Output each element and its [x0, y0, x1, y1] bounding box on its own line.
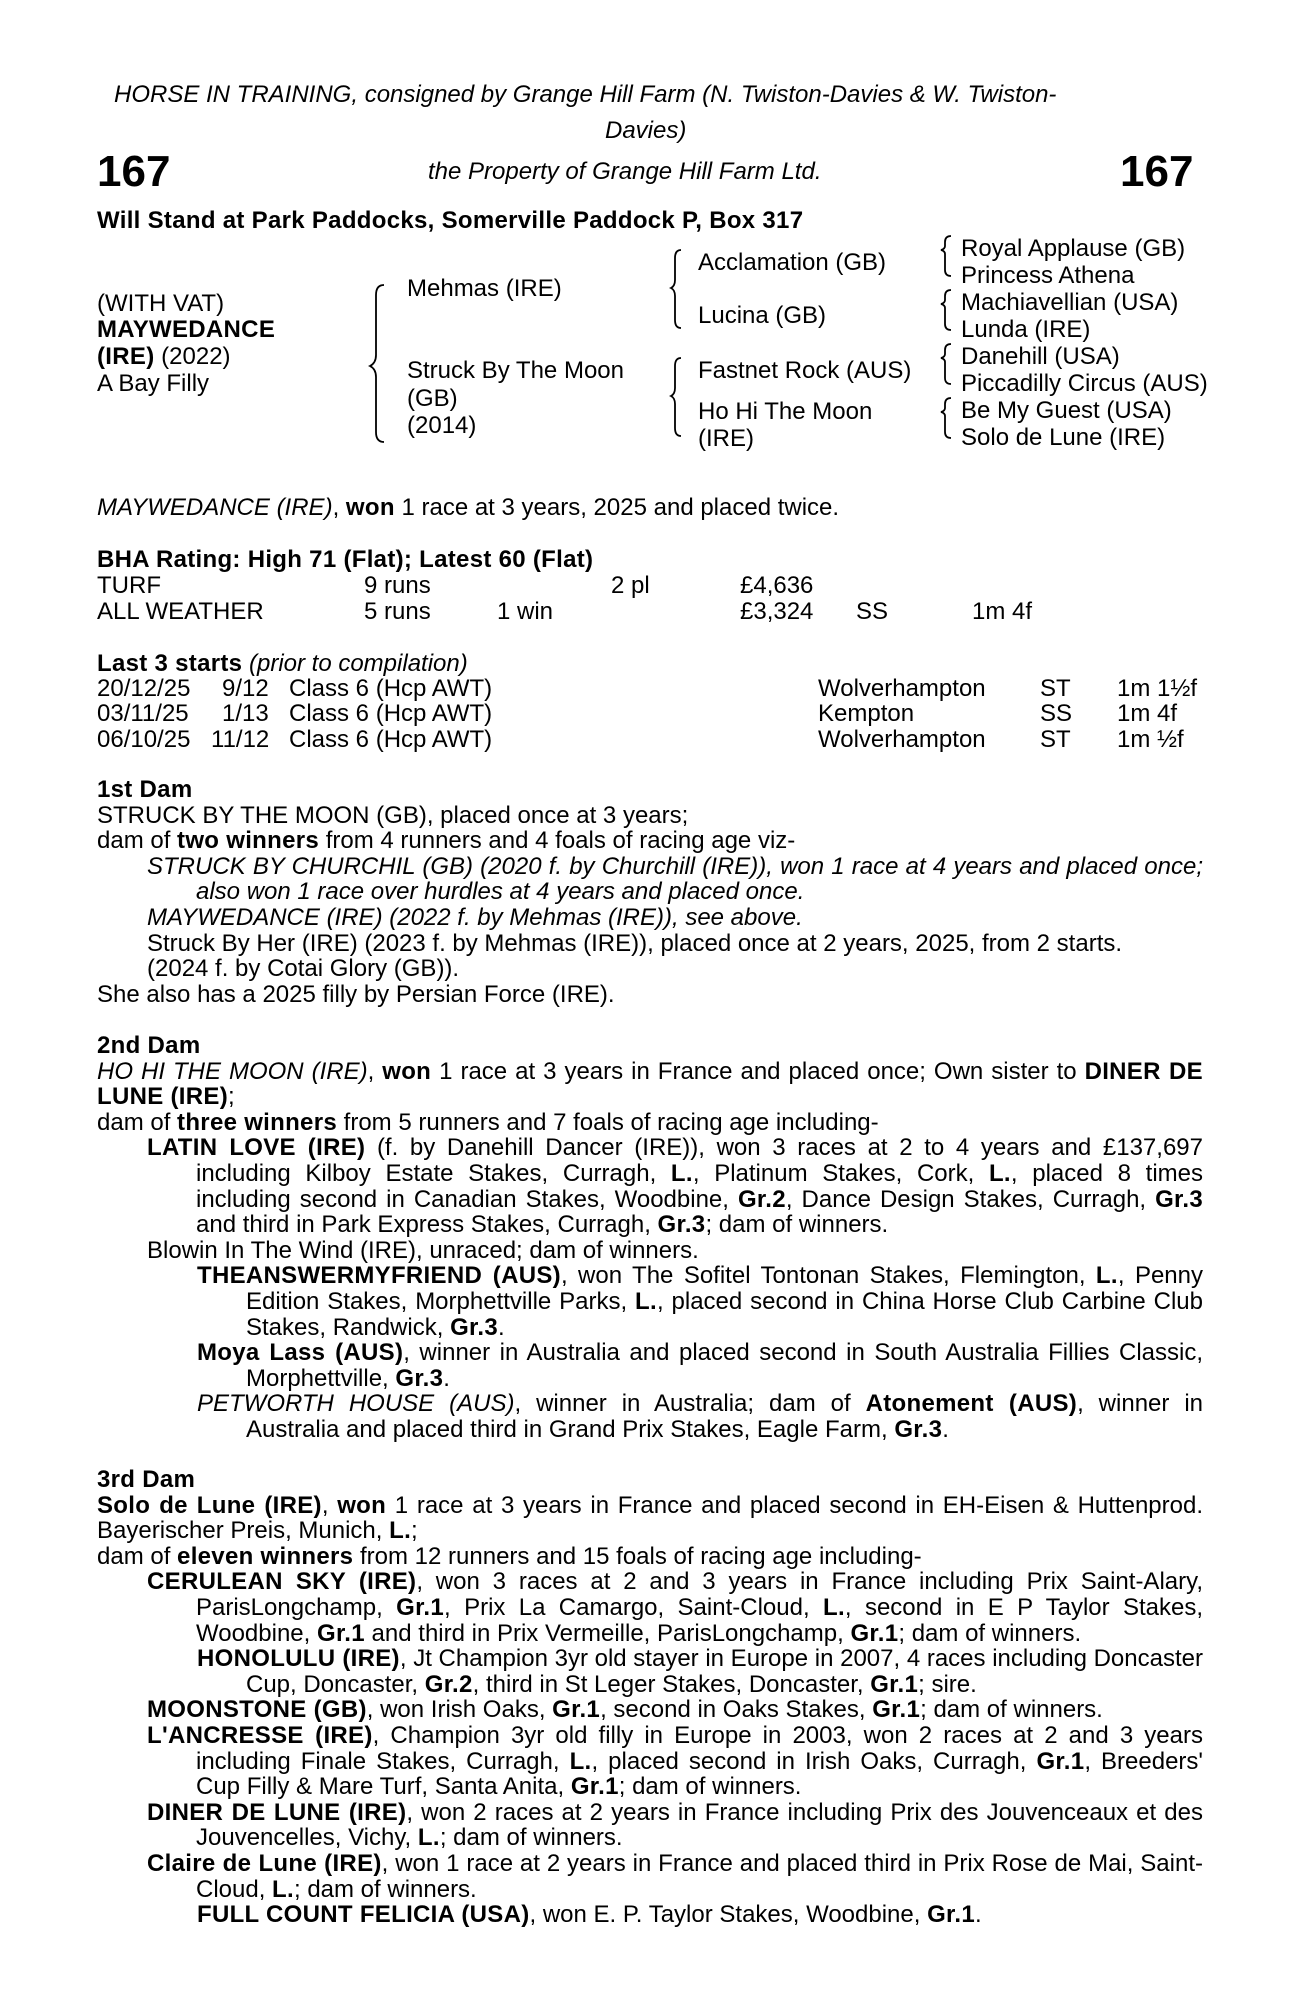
- dam-dam-line-1: Ho Hi The Moon: [698, 398, 873, 425]
- start-distance: 1m 1½f: [1117, 675, 1198, 702]
- produce-name: CERULEAN SKY (IRE): [147, 1568, 417, 1596]
- turf-places: 2 pl: [611, 572, 650, 599]
- produce-entry: [97, 1723, 1203, 1800]
- summary-comma: ,: [332, 494, 346, 521]
- produce-text: , Penny Edition Stakes, Morphettville Parks,: [246, 1262, 1203, 1315]
- produce-text: ; dam of winners.: [705, 1211, 889, 1239]
- aw-surface: ALL WEATHER: [97, 598, 264, 625]
- produce-text: ; dam of winners.: [618, 1773, 802, 1801]
- grade: Gr.1: [316, 1619, 365, 1647]
- produce-name: Atonement (AUS): [865, 1390, 1078, 1418]
- punct: ;: [411, 1517, 418, 1545]
- third-dam-dam-of: dam of: [97, 1542, 178, 1570]
- aw-wins: 1 win: [497, 598, 554, 625]
- grade: L.: [670, 1159, 693, 1187]
- consignor-line-2: Davies): [605, 117, 687, 144]
- produce-entry: [97, 1340, 1203, 1391]
- aw-distance: 1m 4f: [972, 598, 1033, 625]
- third-dam-runners: from 12 runners and 15 foals of racing age including-: [353, 1542, 922, 1570]
- turf-runs: 9 runs: [364, 572, 431, 599]
- start-class: Class 6 (Hcp AWT): [289, 700, 493, 727]
- produce-text: , won 3 races at 2 and 3 years in France including Prix Saint-Alary, ParisLongchamp,: [196, 1568, 1203, 1621]
- sire-sire: Acclamation (GB): [698, 249, 887, 276]
- gen3-dam-dam-sire: Be My Guest (USA): [961, 397, 1172, 424]
- third-dam-winners: eleven winners: [177, 1542, 354, 1570]
- gen3-brace-3: [941, 344, 951, 384]
- first-dam-heading: 1st Dam: [97, 776, 193, 803]
- third-dam-record-text: 1 race at 3 years in France and placed second in EH-Eisen & Huttenprod. Bayerischer Preis, Munich,: [97, 1491, 1203, 1545]
- produce-text: ; dam of winners.: [293, 1875, 477, 1903]
- gen1-brace: [370, 285, 384, 442]
- start-position: 1/13: [222, 700, 269, 727]
- gen3-brace-2: [941, 290, 951, 330]
- start-surface: ST: [1040, 675, 1071, 702]
- produce-entry: [97, 1135, 1203, 1237]
- grade: L.: [272, 1875, 294, 1903]
- start-position: 9/12: [222, 675, 269, 702]
- start-date: 03/11/25: [97, 700, 189, 727]
- start-surface: SS: [1040, 700, 1073, 727]
- produce-name: L'ANCRESSE (IRE): [147, 1721, 373, 1749]
- dam-name-line-2: (GB): [407, 385, 458, 412]
- consignor-line-1: HORSE IN TRAINING, consigned by Grange Hill Farm (N. Twiston-Davies & W. Twiston-: [114, 81, 1057, 108]
- grade: Gr.1: [872, 1696, 921, 1724]
- produce-name: Claire de Lune (IRE): [147, 1849, 382, 1877]
- second-dam-won: won: [382, 1057, 432, 1085]
- produce-text: ; dam of winners.: [920, 1696, 1103, 1724]
- first-dam-section: [97, 777, 1203, 1007]
- produce-text: .: [498, 1313, 505, 1341]
- bha-rating: BHA Rating: High 71 (Flat); Latest 60 (Flat): [97, 546, 594, 573]
- grade: L.: [988, 1159, 1011, 1187]
- grade: Gr.2: [737, 1185, 786, 1213]
- lot-number-left: 167: [97, 147, 171, 196]
- produce-text: ; dam of winners.: [898, 1619, 1082, 1647]
- sire-name: Mehmas (IRE): [407, 275, 562, 302]
- gen2-brace-sire: [671, 250, 681, 328]
- produce-name: HONOLULU (IRE): [197, 1645, 400, 1673]
- last-starts-heading: [97, 651, 468, 677]
- punct: ,: [321, 1491, 338, 1519]
- gen3-sire-dam-dam: Lunda (IRE): [961, 316, 1091, 343]
- grade: L.: [1095, 1262, 1118, 1290]
- horse-year: (2022): [154, 343, 231, 370]
- second-dam-section: [97, 1033, 1203, 1443]
- summary-horse-name: MAYWEDANCE (IRE): [97, 494, 333, 521]
- produce-text: , won The Sofitel Tontonan Stakes, Flemington,: [560, 1262, 1096, 1290]
- produce-entry: [97, 1646, 1203, 1697]
- third-dam-section: [97, 1467, 1203, 1928]
- produce-text: , Breeders' Cup Filly & Mare Turf, Santa Anita,: [196, 1747, 1203, 1801]
- start-date: 20/12/25: [97, 675, 191, 702]
- grade: Gr.1: [927, 1901, 975, 1929]
- gen3-dam-dam-dam: Solo de Lune (IRE): [961, 424, 1166, 451]
- produce-name: PETWORTH HOUSE (AUS): [197, 1390, 515, 1418]
- produce-text: , Prix La Camargo, Saint-Cloud,: [444, 1593, 823, 1621]
- dam-name-line-3: (2014): [407, 412, 477, 439]
- second-dam-name: HO HI THE MOON (IRE): [97, 1057, 368, 1085]
- second-dam-heading: 2nd Dam: [97, 1032, 201, 1059]
- property-line: the Property of Grange Hill Farm Ltd.: [428, 158, 822, 185]
- produce-name: MOONSTONE (GB): [147, 1696, 367, 1724]
- dam-name-line-1: Struck By The Moon: [407, 357, 624, 384]
- start-course: Kempton: [818, 700, 915, 727]
- produce-text: .: [974, 1901, 982, 1929]
- produce-name: Moya Lass (AUS): [197, 1339, 404, 1367]
- sire-dam: Lucina (GB): [698, 302, 827, 329]
- third-dam-won: won: [337, 1491, 387, 1519]
- produce-text: ; dam of winners.: [439, 1824, 623, 1852]
- produce-text: , won E. P. Taylor Stakes, Woodbine,: [529, 1901, 928, 1929]
- gen3-dam-sire-sire: Danehill (USA): [961, 343, 1120, 370]
- second-dam-record-text: 1 race at 3 years in France and placed once; Own sister to: [431, 1057, 1085, 1085]
- start-distance: 1m ½f: [1117, 726, 1184, 753]
- grade: Gr.1: [570, 1773, 619, 1801]
- dam-sire: Fastnet Rock (AUS): [698, 357, 912, 384]
- gen3-brace-1: [941, 236, 951, 276]
- gen3-sire-sire-dam: Princess Athena: [961, 262, 1135, 289]
- second-dam-winners: three winners: [177, 1108, 337, 1136]
- gen3-sire-dam-sire: Machiavellian (USA): [961, 289, 1179, 316]
- grade: Gr.1: [552, 1696, 601, 1724]
- produce-text: ; sire.: [918, 1670, 977, 1698]
- grade: L.: [822, 1593, 845, 1621]
- produce-text: , Platinum Stakes, Cork,: [692, 1159, 989, 1187]
- produce-entry: [97, 1902, 1203, 1928]
- produce-entry: [97, 1697, 1203, 1723]
- produce-text: .: [443, 1364, 450, 1392]
- second-dam-sister: DINER DE LUNE (IRE): [97, 1057, 1203, 1111]
- start-class: Class 6 (Hcp AWT): [289, 726, 493, 753]
- grade: Gr.3: [657, 1211, 706, 1239]
- first-dam-foal-note: She also has a 2025 filly by Persian Force (IRE).: [97, 980, 615, 1008]
- last-starts-title: Last 3 starts: [97, 650, 243, 677]
- produce-entry: MAYWEDANCE (IRE) (2022 f. by Mehmas (IRE)), see above.: [147, 903, 803, 931]
- produce-text: and third in Prix Vermeille, ParisLongchamp,: [364, 1619, 851, 1647]
- aw-runs: 5 runs: [364, 598, 431, 625]
- horse-name: MAYWEDANCE: [97, 316, 276, 343]
- produce-text: , Jt Champion 3yr old stayer in Europe in 2007, 4 races including Doncaster Cup, Doncaster,: [246, 1645, 1203, 1698]
- first-dam-record: STRUCK BY THE MOON (GB), placed once at 3 years;: [97, 801, 689, 829]
- last-starts-note: (prior to compilation): [242, 650, 468, 677]
- grade: Gr.3: [395, 1364, 444, 1392]
- grade: Gr.1: [870, 1670, 919, 1698]
- grade: L.: [389, 1517, 412, 1545]
- produce-text: , placed second in China Horse Club Carbine Club Stakes, Randwick,: [246, 1287, 1203, 1341]
- grade: Gr.2: [424, 1670, 473, 1698]
- lot-number-right: 167: [1120, 147, 1194, 196]
- race-summary: [97, 495, 839, 521]
- gen3-dam-sire-dam: Piccadilly Circus (AUS): [961, 370, 1208, 397]
- third-dam-heading: 3rd Dam: [97, 1466, 196, 1493]
- aw-earnings: £3,324: [740, 598, 814, 625]
- stand-location: Will Stand at Park Paddocks, Somerville Paddock P, Box 317: [97, 207, 804, 234]
- start-position: 11/12: [211, 726, 270, 753]
- grade: Gr.3: [1155, 1185, 1203, 1213]
- produce-text: and third in Park Express Stakes, Curragh,: [196, 1211, 658, 1239]
- produce-name: FULL COUNT FELICIA (USA): [197, 1901, 530, 1929]
- third-dam-record: [97, 1493, 1203, 1544]
- start-class: Class 6 (Hcp AWT): [289, 675, 493, 702]
- gen3-sire-sire-sire: Royal Applause (GB): [961, 235, 1186, 262]
- produce-text: , Champion 3yr old filly in Europe in 2003, won 2 races at 2 and 3 years including Finale Stakes, Curragh,: [196, 1721, 1203, 1775]
- start-date: 06/10/25: [97, 726, 191, 753]
- dam-dam-line-2: (IRE): [698, 425, 754, 452]
- aw-track: SS: [856, 598, 889, 625]
- gen2-brace-dam: [671, 358, 681, 436]
- produce-name: DINER DE LUNE (IRE): [147, 1798, 407, 1826]
- first-dam-winners: two winners: [177, 827, 320, 855]
- produce-entry: Blowin In The Wind (IRE), unraced; dam of winners.: [147, 1236, 699, 1264]
- second-dam-record: [97, 1059, 1203, 1110]
- produce-name: LATIN LOVE (IRE): [147, 1134, 366, 1162]
- produce-entry: [97, 1569, 1203, 1646]
- turf-earnings: £4,636: [740, 572, 814, 599]
- start-distance: 1m 4f: [1117, 700, 1178, 727]
- produce-text: .: [942, 1415, 949, 1443]
- grade: L.: [569, 1747, 592, 1775]
- punct: ;: [228, 1083, 235, 1111]
- produce-entry: [97, 1391, 1203, 1442]
- third-dam-name: Solo de Lune (IRE): [97, 1491, 322, 1519]
- grade: Gr.1: [396, 1593, 445, 1621]
- grade: Gr.1: [850, 1619, 899, 1647]
- produce-text: , Dance Design Stakes, Curragh,: [785, 1185, 1156, 1213]
- first-dam-runners: from 4 runners and 4 foals of racing age viz-: [319, 827, 796, 855]
- grade: L.: [417, 1824, 440, 1852]
- horse-country: (IRE): [97, 343, 155, 370]
- start-surface: ST: [1040, 726, 1071, 753]
- produce-entry: [97, 1851, 1203, 1902]
- summary-won: won: [345, 494, 395, 521]
- grade: Gr.3: [894, 1415, 943, 1443]
- grade: L.: [635, 1287, 657, 1315]
- first-dam-produce-summary: [97, 828, 1203, 854]
- first-dam-dam-of: dam of: [97, 827, 178, 855]
- grade: Gr.1: [1036, 1747, 1085, 1775]
- start-course: Wolverhampton: [818, 675, 986, 702]
- punct: ,: [367, 1057, 383, 1085]
- produce-text: , placed 8 times including second in Canadian Stakes, Woodbine,: [196, 1159, 1203, 1213]
- start-course: Wolverhampton: [818, 726, 986, 753]
- produce-entry: STRUCK BY CHURCHIL (GB) (2020 f. by Churchill (IRE)), won 1 race at 4 years and placed once; also won 1 race over hurdles at 4 years and placed once.: [147, 852, 1203, 906]
- produce-entry: Struck By Her (IRE) (2023 f. by Mehmas (IRE)), placed once at 2 years, 2025, from 2 starts.: [147, 929, 1123, 957]
- produce-text: , won 1 race at 2 years in France and placed third in Prix Rose de Mai, Saint-Cloud,: [196, 1849, 1203, 1903]
- second-dam-produce-summary: [97, 1110, 1203, 1136]
- produce-entry: [97, 1800, 1203, 1851]
- second-dam-runners: from 5 runners and 7 foals of racing age including-: [337, 1108, 879, 1136]
- produce-text: , second in E P Taylor Stakes, Woodbine,: [196, 1593, 1204, 1647]
- turf-surface: TURF: [97, 572, 161, 599]
- produce-entry: [97, 1263, 1203, 1340]
- third-dam-produce-summary: [97, 1544, 1203, 1570]
- produce-entry: (2024 f. by Cotai Glory (GB)).: [147, 955, 460, 983]
- produce-text: , placed second in Irish Oaks, Curragh,: [591, 1747, 1037, 1775]
- produce-text: , winner in Australia and placed third in Grand Prix Stakes, Eagle Farm,: [246, 1390, 1204, 1443]
- horse-description: A Bay Filly: [97, 370, 210, 397]
- gen3-brace-4: [941, 398, 951, 438]
- produce-text: , winner in Australia; dam of: [514, 1390, 866, 1418]
- grade: Gr.3: [450, 1313, 498, 1341]
- second-dam-dam-of: dam of: [97, 1108, 178, 1136]
- produce-text: (f. by Danehill Dancer (IRE)), won 3 races at 2 to 4 years and £137,697 including Kilboy Estate Stakes, Curragh,: [196, 1134, 1203, 1187]
- produce-text: , second in Oaks Stakes,: [600, 1696, 873, 1724]
- produce-text: , won Irish Oaks,: [366, 1696, 553, 1724]
- produce-text: , third in St Leger Stakes, Doncaster,: [472, 1670, 871, 1698]
- summary-rest: 1 race at 3 years, 2025 and placed twice.: [394, 494, 840, 521]
- vat-note: (WITH VAT): [97, 290, 225, 317]
- produce-name: THEANSWERMYFRIEND (AUS): [197, 1262, 561, 1290]
- produce-text: , won 2 races at 2 years in France including Prix des Jouvenceaux et des Jouvencelles, Vichy,: [196, 1798, 1203, 1852]
- produce-text: , winner in Australia and placed second in South Australia Fillies Classic, Morphettville,: [246, 1339, 1203, 1392]
